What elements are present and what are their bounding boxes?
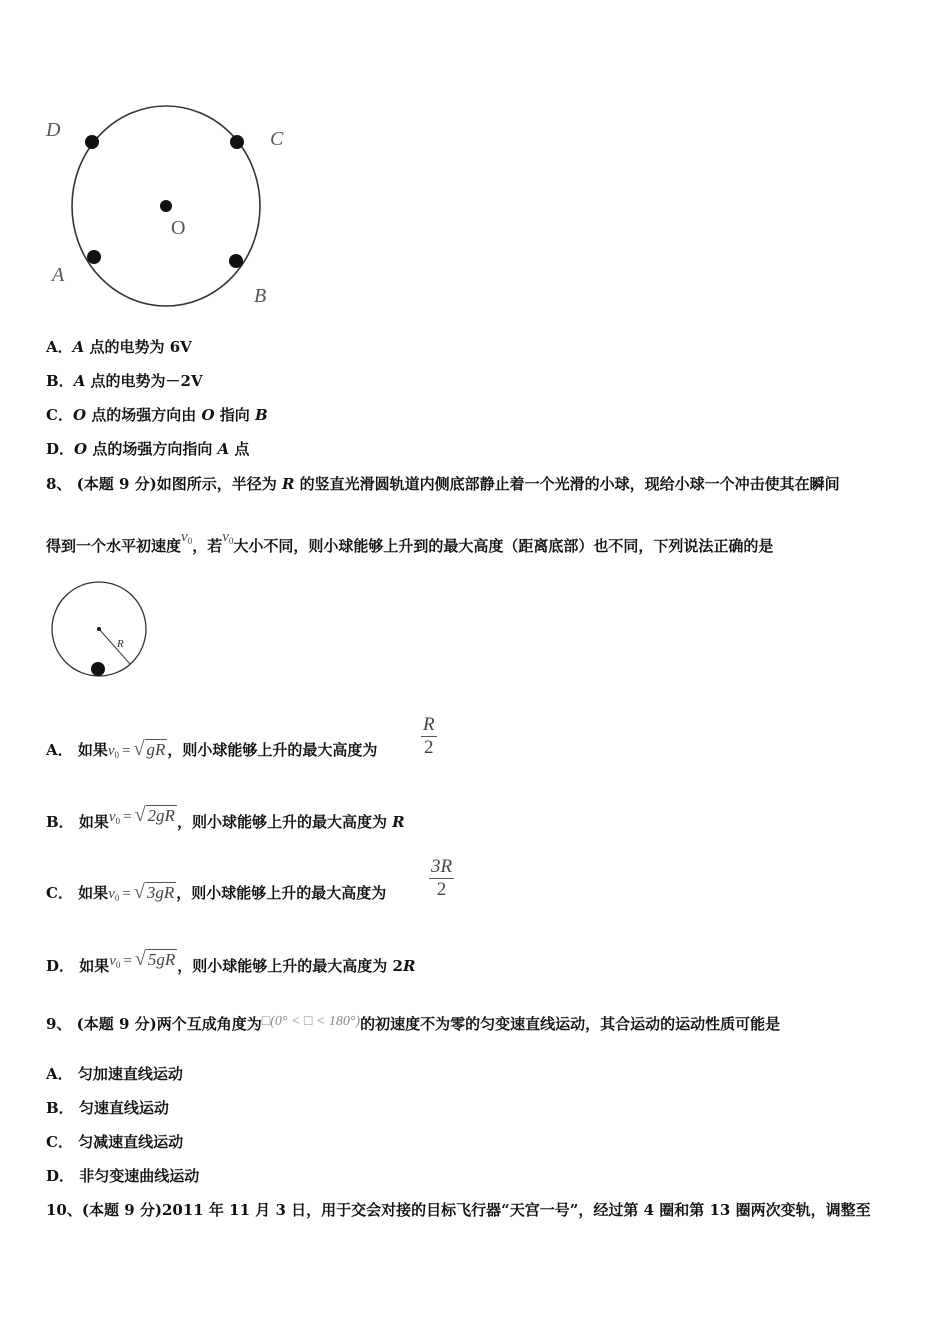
v-subscript: 0 xyxy=(114,750,120,760)
option-letter: D． xyxy=(46,957,75,975)
angle-range: □(0° < □ < 180°) xyxy=(261,1014,361,1029)
v-letter: v xyxy=(108,886,115,902)
stem-text: 大小不同，则小球能够上升到的最大高度（距离底部）也不同，下列说法正确的是 xyxy=(233,537,774,555)
option-letter: B． xyxy=(46,813,74,831)
v0-symbol xyxy=(108,886,119,902)
option-italic: B xyxy=(255,406,268,424)
q8-option-a[interactable] xyxy=(46,738,377,761)
q8-option-c-fraction xyxy=(429,856,454,901)
option-italic: O xyxy=(72,406,87,424)
q9-option-c[interactable] xyxy=(46,1131,183,1152)
radical-icon: √ xyxy=(134,948,146,970)
option-letter: C． xyxy=(46,884,73,902)
equals-sign: = xyxy=(123,809,132,825)
point-c xyxy=(230,135,244,149)
q10-stem xyxy=(46,1199,871,1220)
radicand: gR xyxy=(146,740,166,759)
v-subscript: 0 xyxy=(114,893,120,903)
v-letter: v xyxy=(109,953,116,969)
q8-option-a-fraction xyxy=(421,714,437,759)
q7-option-d[interactable] xyxy=(46,438,249,459)
sqrt-expression xyxy=(135,948,177,971)
q7-option-b[interactable] xyxy=(46,370,203,391)
option-text: 点的电势为－2V xyxy=(85,372,203,390)
option-italic: R xyxy=(392,813,405,831)
label-b: B xyxy=(254,285,267,307)
option-text: 非匀变速曲线运动 xyxy=(74,1167,200,1185)
figure-circle-points xyxy=(40,100,300,315)
q9-option-d[interactable] xyxy=(46,1165,199,1186)
option-text: 如果 xyxy=(72,741,108,759)
sqrt-expression xyxy=(134,881,176,904)
option-italic: A xyxy=(73,372,86,390)
v0-symbol xyxy=(181,529,192,545)
q9-stem xyxy=(46,1013,780,1034)
point-o xyxy=(160,200,172,212)
stem-text: 得到一个水平初速度 xyxy=(46,537,182,555)
q7-option-c[interactable] xyxy=(46,404,268,425)
v-letter: v xyxy=(222,529,229,545)
stem-text: ，若 xyxy=(192,537,223,555)
option-text: 如果 xyxy=(72,884,109,902)
point-d xyxy=(85,135,99,149)
option-letter: C． xyxy=(46,406,73,424)
option-text: ，则小球能够上升的最大高度为 xyxy=(167,741,378,759)
fraction-denominator: 2 xyxy=(421,736,437,759)
radical-icon: √ xyxy=(133,738,145,760)
fraction-denominator: 2 xyxy=(429,878,454,901)
option-text: 如果 xyxy=(73,813,109,831)
q9-option-a[interactable] xyxy=(46,1063,183,1084)
label-c: C xyxy=(270,128,284,150)
option-italic: A xyxy=(72,338,85,356)
option-letter: A． xyxy=(46,741,73,759)
radius-label: R xyxy=(117,638,124,650)
v0-symbol xyxy=(109,809,120,825)
option-letter: D． xyxy=(46,440,75,458)
stem-text: 8、 (本题 9 分)如图所示，半径为 xyxy=(46,475,282,493)
option-text: 点的场强方向指向 xyxy=(87,440,218,458)
option-text: 点 xyxy=(229,440,250,458)
v0-symbol xyxy=(109,953,120,969)
v-subscript: 0 xyxy=(187,536,193,546)
q7-option-a[interactable] xyxy=(46,336,192,357)
v-letter: v xyxy=(181,529,188,545)
v-letter: v xyxy=(107,743,115,759)
option-letter: B． xyxy=(46,372,74,390)
figure-circular-track xyxy=(48,580,153,680)
q8-stem-line1 xyxy=(46,473,840,494)
v-subscript: 0 xyxy=(115,960,121,970)
radical-icon: √ xyxy=(133,881,145,903)
radius-line xyxy=(99,629,130,664)
q8-option-b[interactable] xyxy=(46,804,405,833)
stem-text: 10、(本题 9 分)2011 年 11 月 3 日，用于交会对接的目标飞行器“天宫一号”，经过第 4 圈和第 13 圈两次变轨，调整至 xyxy=(46,1201,871,1219)
stem-text: 9、 (本题 9 分)两个互成角度为 xyxy=(46,1015,262,1033)
option-letter: D． xyxy=(46,1167,75,1185)
option-text: 指向 xyxy=(214,406,256,424)
stem-text: 的竖直光滑圆轨道内侧底部静止着一个光滑的小球，现给小球一个冲击使其在瞬间 xyxy=(294,475,840,493)
option-italic: O xyxy=(74,440,88,458)
v-subscript: 0 xyxy=(228,536,234,546)
q8-option-c[interactable] xyxy=(46,881,386,904)
q8-stem-line2 xyxy=(46,529,774,556)
option-text: ，则小球能够上升的最大高度为 2 xyxy=(177,957,403,975)
option-letter: B． xyxy=(46,1099,74,1117)
option-letter: C． xyxy=(46,1133,73,1151)
radical-icon: √ xyxy=(134,804,146,826)
option-text: 点的电势为 6V xyxy=(84,338,192,356)
v-subscript: 0 xyxy=(115,816,121,826)
radicand: 2gR xyxy=(147,806,175,825)
option-italic: A xyxy=(217,440,230,458)
equals-sign: = xyxy=(122,886,131,902)
stem-text: 的初速度不为零的匀变速直线运动，其合运动的运动性质可能是 xyxy=(360,1015,781,1033)
radicand: 3gR xyxy=(146,883,175,902)
option-text: 点的场强方向由 xyxy=(86,406,202,424)
equals-sign: = xyxy=(123,953,132,969)
point-b xyxy=(229,254,243,268)
option-italic: R xyxy=(402,957,416,975)
stem-italic: R xyxy=(281,475,295,493)
label-a: A xyxy=(52,264,65,286)
option-text: 如果 xyxy=(74,957,110,975)
radicand: 5gR xyxy=(147,950,176,969)
fraction-numerator: 3R xyxy=(431,856,453,877)
q8-option-d[interactable] xyxy=(46,948,416,977)
sqrt-expression xyxy=(134,738,168,761)
option-italic: O xyxy=(201,406,215,424)
v0-symbol xyxy=(108,743,119,759)
option-letter: A． xyxy=(46,338,73,356)
point-a xyxy=(87,250,101,264)
option-text: 匀加速直线运动 xyxy=(72,1065,183,1083)
q9-option-b[interactable] xyxy=(46,1097,169,1118)
label-o: O xyxy=(171,217,186,239)
label-d: D xyxy=(46,119,61,141)
option-text: ，则小球能够上升的最大高度为 xyxy=(176,813,393,831)
equals-sign: = xyxy=(122,743,131,759)
v-letter: v xyxy=(108,809,116,825)
option-letter: A． xyxy=(46,1065,73,1083)
option-text: 匀减速直线运动 xyxy=(72,1133,184,1151)
sqrt-expression xyxy=(135,804,177,827)
option-text: 匀速直线运动 xyxy=(73,1099,169,1117)
v0-symbol xyxy=(222,529,233,545)
ball xyxy=(91,662,105,676)
fraction-numerator: R xyxy=(423,714,435,735)
option-text: ，则小球能够上升的最大高度为 xyxy=(176,884,387,902)
